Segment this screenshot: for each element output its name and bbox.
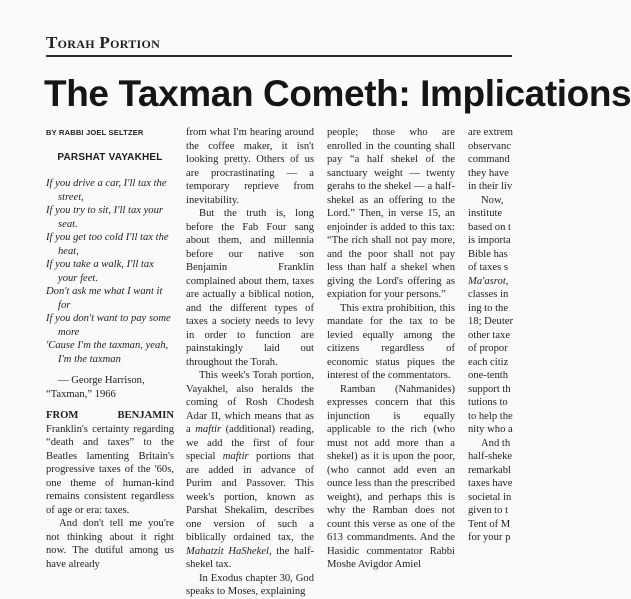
lead-in: FROM BENJAMIN (46, 410, 174, 421)
column-line: in their liv (468, 181, 513, 192)
column-line: tutions to (468, 397, 508, 408)
column-line: ing to the (468, 302, 509, 314)
epigraph-poem (46, 177, 174, 366)
body-paragraph: In Exodus chapter 30, God speaks to Moses, explaining (186, 572, 314, 597)
body-paragraph: from what I'm hearing around the coffee maker, it isn't looking pretty. Others of us are procrastinating — a temporary reprieve from inevitability. (186, 127, 314, 206)
column-line: institute (468, 208, 503, 219)
column-line: Bible has (468, 248, 508, 260)
poem-line: If you take a walk, I'll tax your feet. (46, 259, 154, 284)
column-line: for your p (468, 532, 511, 543)
body-paragraph: This extra prohibition, this mandate for the tax to be levied equally among the citizens regardless of economic status piques the interest of the commentators. (327, 302, 455, 381)
attribution-source: “Taxman,” 1966 (46, 388, 116, 400)
column-line: And th (481, 437, 511, 449)
column-line: taxes have (468, 478, 513, 489)
body-paragraph: people; those who are enrolled in the counting shall pay “a half shekel of the sanctuary weight — twenty gerahs to the shekel — a half-shekel as an offering to the Lord.” Then, in verse 15, an enjoinder is added to this tax: “The rich shall not pay more, and the poor shall not pay less than half a shekel when giving the Lord's offering as expiation for your persons.” (327, 127, 455, 300)
body-paragraph: FROM BENJAMIN Franklin's certainty regarding “death and taxes” to the Beatles lamenting Britain's progressive taxes of the '60s, one theme of human-kind remains consistent regardless of age or era: taxes. (46, 410, 174, 516)
epigraph-attribution (46, 374, 174, 401)
article-column-1 (46, 126, 174, 570)
poem-line: If you get too cold I'll tax the heat, (46, 232, 169, 257)
column-line: remarkabl (468, 464, 511, 476)
column-line: to help the (468, 410, 513, 422)
column-line: observanc (468, 140, 511, 152)
column-line: based on t (468, 221, 511, 233)
column-line: one-tenth (468, 370, 509, 381)
column-line: they have (468, 167, 509, 179)
column-line: classes in (468, 289, 509, 300)
poem-line: Don't ask me what I want it for (46, 286, 163, 311)
column-line: societal in (468, 491, 512, 503)
column-line: support th (468, 383, 511, 395)
column-line: of propor (468, 343, 508, 354)
poem-line: If you drive a car, I'll tax the street, (46, 178, 167, 203)
body-paragraph: And don't tell me you're not thinking about it right now. The dutiful among us have already (46, 518, 174, 570)
section-divider (46, 55, 512, 57)
column-line: half-sheke (468, 451, 513, 462)
body-paragraph: This week's Torah portion, Vayakhel, also heralds the coming of Rosh Chodesh Adar II, which means that as a maftir (additional) reading, we add the first of four special maftir portions that are added in advance of Purim and Passover. This week's portion, known as Parshat Shekalim, describes one version of such a biblically ordained tax, the Mahatzit HaShekel, the half-shekel tax. (186, 370, 314, 570)
article-headline: The Taxman Cometh: Implications (44, 73, 631, 114)
column-line: is importa (468, 235, 511, 246)
column-line: of taxes s (468, 262, 509, 273)
section-heading: Torah Portion (46, 33, 161, 52)
poem-line: If you try to sit, I'll tax your seat. (46, 205, 164, 230)
body-paragraph: But the truth is, long before the Fab Four sang about them, and millennia before our native son Benjamin Franklin complained about them, taxes are actually a biblical notion, and the different types of taxes a society needs to levy in order to function are painstakingly laid out throughout the Torah. (186, 208, 314, 368)
column-line: 18; Deuter (468, 316, 514, 327)
poem-line: 'Cause I'm the taxman, yeah, I'm the taxman (46, 340, 169, 365)
column-line: are extrem (468, 127, 513, 138)
column-line: nity who a (468, 424, 513, 435)
column-line: Ma'asrot, (468, 275, 509, 287)
column-line: command (468, 154, 510, 165)
article-column-4 (468, 126, 528, 543)
column-line: Now, (481, 194, 504, 206)
column-line: Tent of M (468, 518, 511, 530)
column-line: other taxe (468, 329, 511, 341)
column-line: given to t (468, 505, 509, 516)
article-column-2 (186, 126, 314, 597)
article-column-3 (327, 126, 455, 570)
attribution-author: — George Harrison, (58, 375, 145, 386)
parsha-subhead: PARSHAT VAYAKHEL (57, 151, 163, 163)
byline: BY RABBI JOEL SELTZER (46, 128, 144, 137)
poem-line: If you don't want to pay some more (46, 313, 171, 338)
body-paragraph: Ramban (Nahmanides) expresses concern that this injunction is equally applicable to the rich (who must not add more than a shekel) as it is upon the poor, (who cannot add even an ounce less than the prescribed weight), and perhaps this is why the Ramban does not count this verse as one of the 613 commandments. And the Hasidic commentator Rabbi Moshe Avigdor Amiel (327, 383, 455, 570)
column-line: each citiz (468, 356, 509, 368)
